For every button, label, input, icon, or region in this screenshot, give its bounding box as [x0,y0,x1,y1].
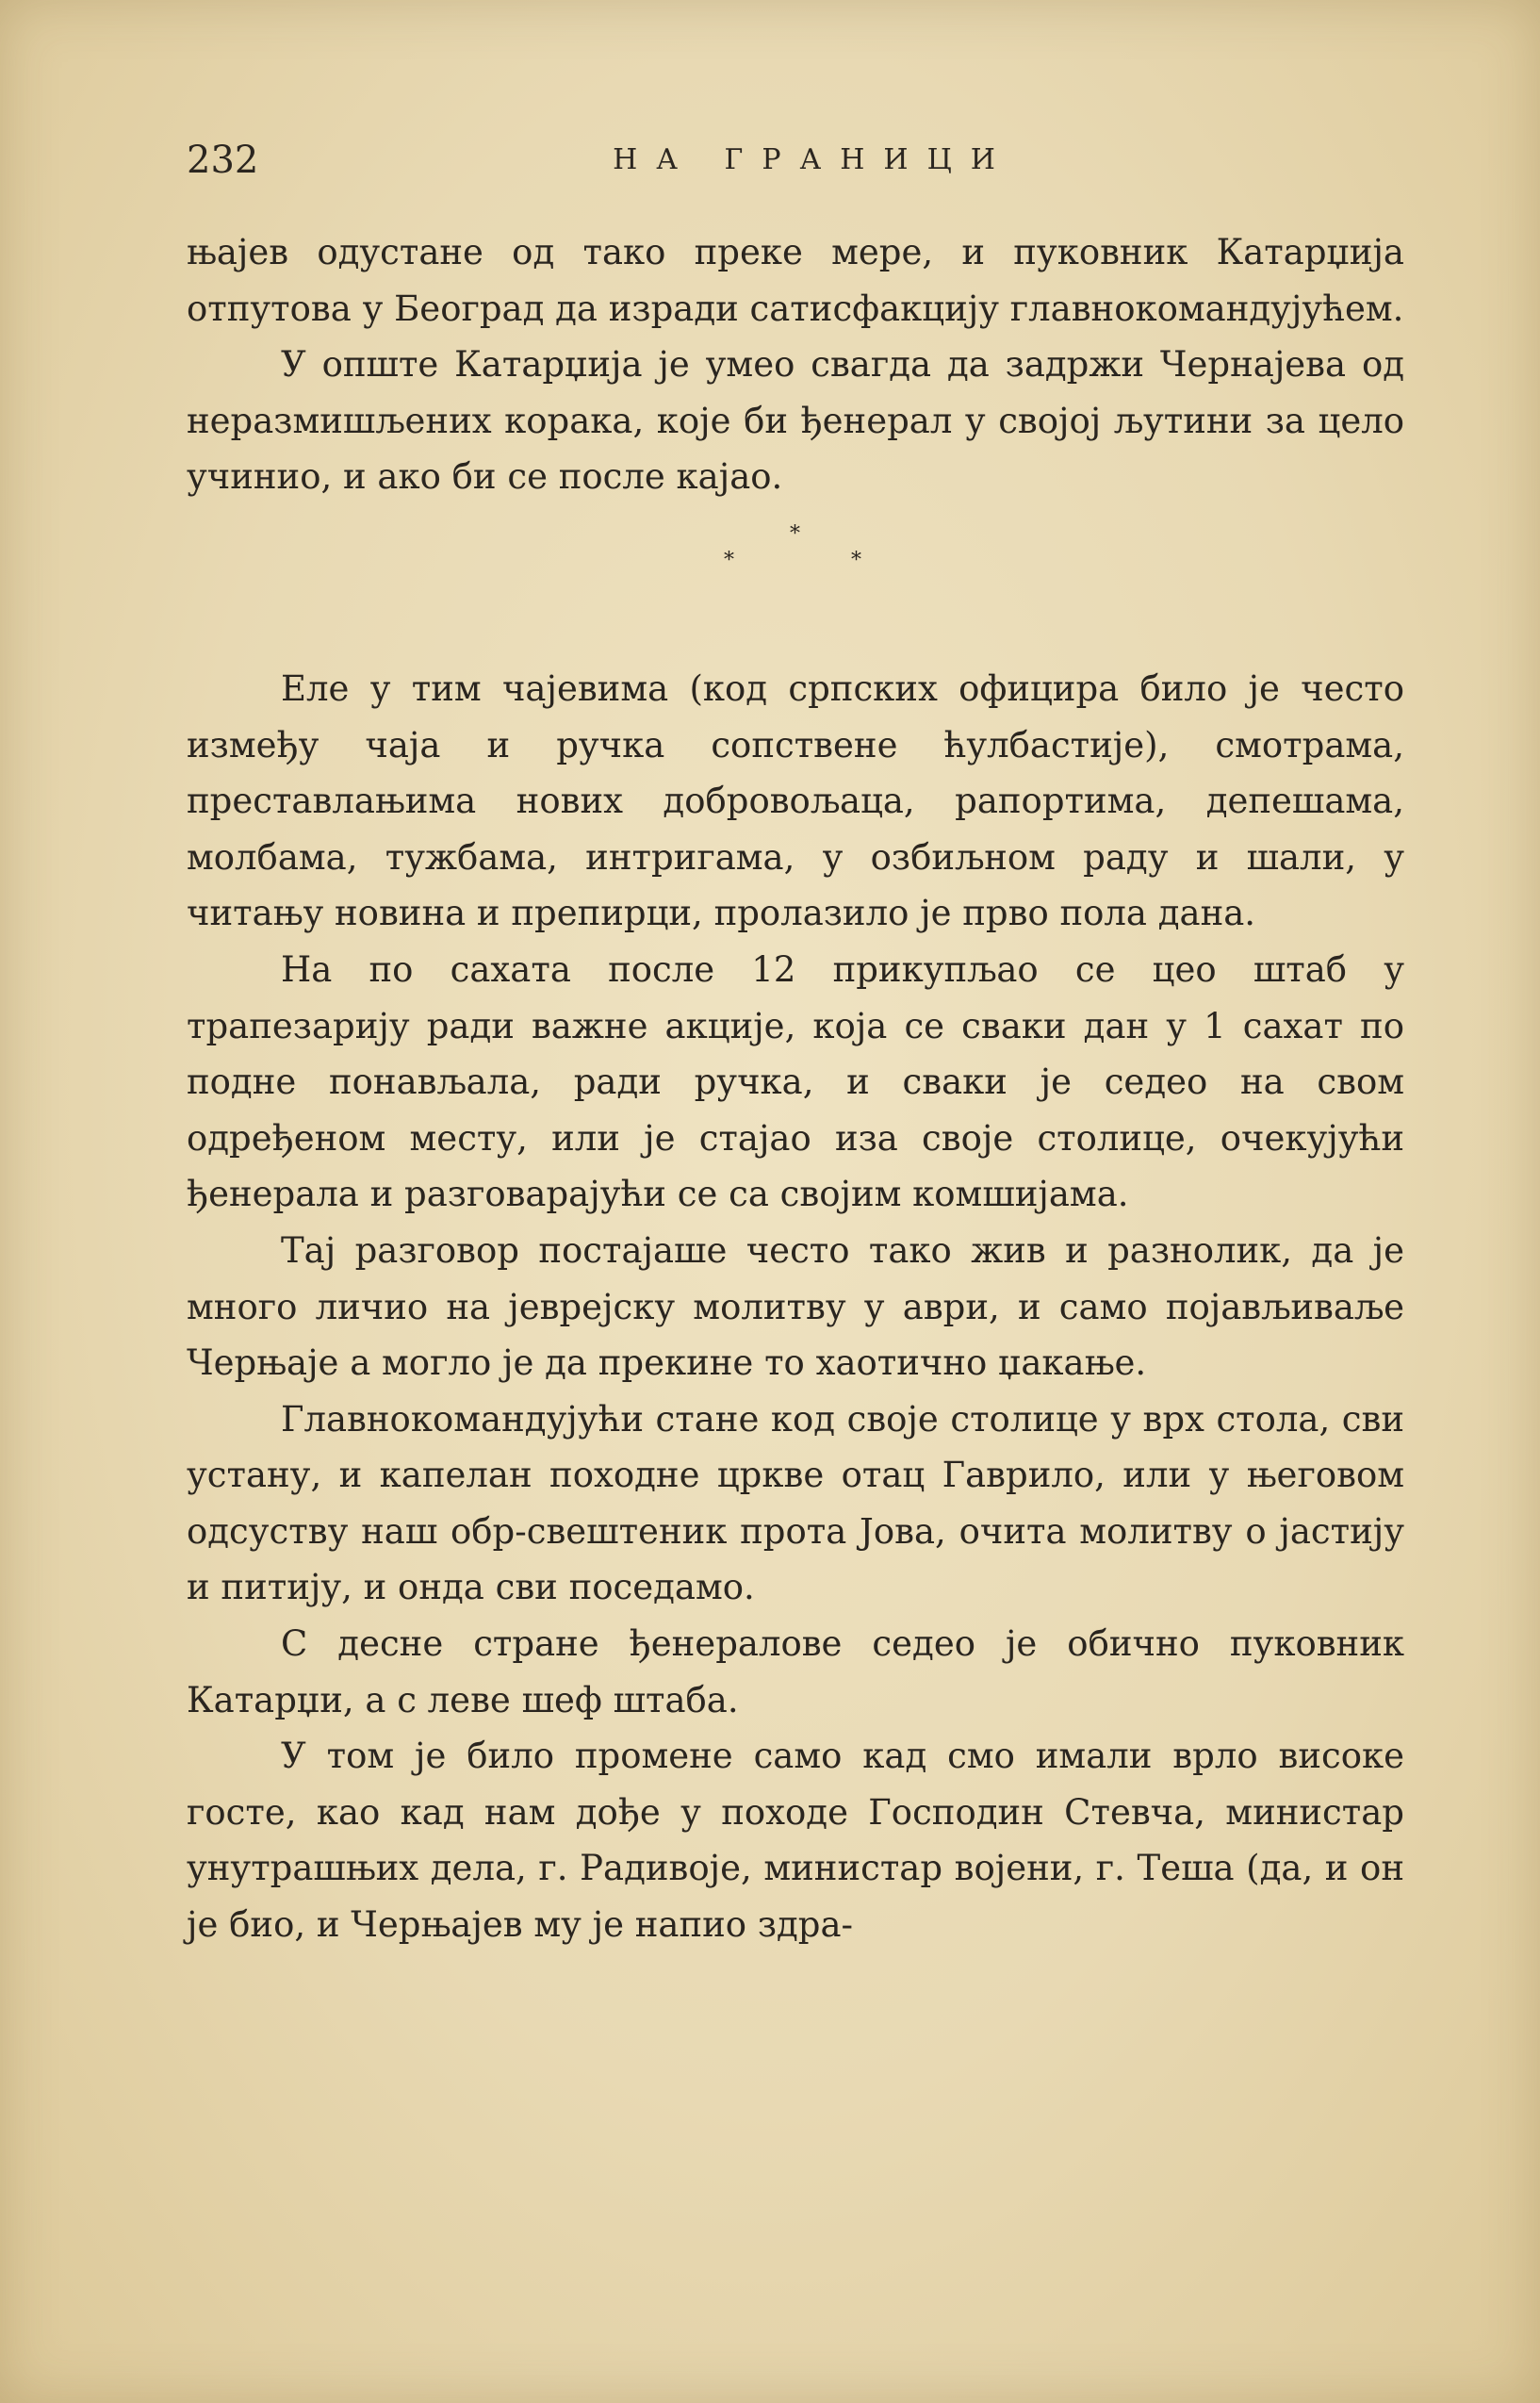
paragraph: На по сахата после 12 прикупљао се цео штаб у трапезарију ради важне акције, која се сваки дан у 1 сахат по подне понављала, ради ручка, и сваки је седео на свом одређеном месту, или је стајао иза своје столице, очекујући ђенерала и разговарајући се са својим комшијама. [187,948,1404,1215]
section-separator [187,505,1404,661]
separator-asterisk: * [790,521,800,546]
page-number: 232 [187,139,259,182]
paragraph: Тај разговор постајаше често тако жив и разнолик, да је много личио на јеврејску молитву у аври, и само појављиваље Черњаје а могло је да прекине то хаотично џакање. [187,1229,1404,1384]
paragraph: Главнокомандујући стане код своје столице у врх стола, сви устану, и капелан походне цркве отац Гаврило, или у његовом одсуству наш обр-свештеник прота Јова, очита молитву о јастију и питију, и онда сви поседамо. [187,1398,1404,1608]
separator-asterisk: * [724,548,734,572]
page-header [187,132,1402,189]
paragraph: У опште Катарџија је умео свагда да задржи Чернајева од неразмишљених корака, које би ђенерал у својој љутини за цело учинио, и ако би се после кајао. [187,344,1404,498]
paragraph: њајев одустане од тако преке мере, и пуковник Катарџија отпутова у Београд да изради сатисфакцију главнокомандујућем. [187,232,1404,329]
paragraph: У том је било промене само кад смо имали врло високе госте, као кад нам дође у походе Господин Стевча, министар унутрашњих дела, г. Радивоје, министар војени, г. Теша (да, и он је био, и Черњајев му је напио здра- [187,1736,1404,1946]
paragraph: Еле у тим чајевима (код српских официра било је често између чаја и ручка сопствене ћулбастије), смотрама, преставлањима нових добровољаца, рапортима, депешама, молбама, тужбама, интригама, у озбиљном раду и шали, у читању новина и препирци, пролазило је прво пола дана. [187,667,1404,934]
running-title: НА ГРАНИЦИ [613,143,1014,176]
paragraph: С десне стране ђенералове седео је обично пуковник Катарџи, а с леве шеф штаба. [187,1623,1404,1720]
separator-asterisk: * [851,548,861,572]
body-text [187,224,1404,1953]
